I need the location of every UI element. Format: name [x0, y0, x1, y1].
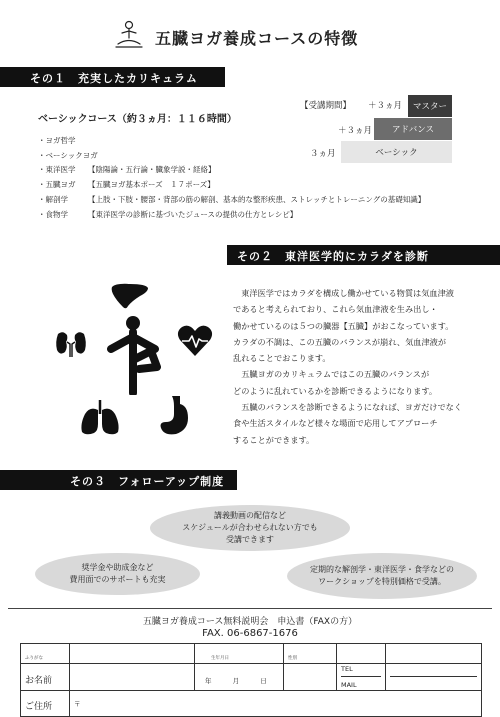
- tel-input-top[interactable]: [386, 644, 482, 664]
- period-tier-master: マスター: [408, 95, 452, 117]
- kidneys-icon: [55, 330, 87, 358]
- tel-label: TEL: [341, 664, 381, 677]
- followup-bubble-scholarship: 奨学金や助成金など 費用面でのサポートも充実: [35, 553, 200, 595]
- body-line: 東洋医学ではカラダを構成し働かせている物質は気血津液: [233, 288, 454, 298]
- section2-heading: その２ 東洋医学的にカラダを診断: [237, 250, 429, 263]
- section3-heading: その３ フォローアップ制度: [70, 475, 225, 488]
- body-line: 五臓ヨガのカリキュラムではこの五臓のバランスが: [233, 369, 430, 380]
- form-divider: [8, 608, 492, 609]
- body-line: 食や生活スタイルなど様々な場面で応用してアプローチ: [233, 418, 438, 429]
- followup-bubble-video: 講義動画の配信など スケジュールが合わせられない方でも 受講できます: [150, 505, 350, 551]
- period-tier-basic: ベーシック: [341, 141, 452, 163]
- gender-label-cell: 性別: [284, 644, 337, 664]
- body-line: カラダの不調は、この五臓のバランスが崩れ、気血津液が: [233, 336, 447, 347]
- birth-label-cell: 生年月日: [195, 644, 284, 664]
- yoga-pose-icon: [103, 315, 163, 395]
- curriculum-item: ・食物学 【東洋医学の診断に基づいたジュースの提供の仕方とレシピ】: [38, 209, 298, 219]
- address-input[interactable]: 〒: [70, 691, 482, 717]
- furigana-input[interactable]: [70, 644, 195, 664]
- period-duration-advance: ＋３ヵ月: [338, 126, 373, 136]
- period-duration-master: ＋３ヵ月: [368, 101, 403, 111]
- address-label: ご住所: [21, 691, 70, 717]
- name-label: お名前: [21, 664, 70, 691]
- period-duration-basic: ３ヵ月: [310, 149, 336, 159]
- section1-heading: その１ 充実したカリキュラム: [30, 72, 198, 85]
- section3-bar: [0, 470, 237, 490]
- birth-input[interactable]: 年 月 日: [195, 664, 284, 691]
- stomach-icon: [158, 396, 190, 436]
- curriculum-item: ・ヨガ哲学: [38, 136, 76, 145]
- section2-bar: [227, 245, 500, 265]
- followup-bubble-workshop: 定期的な解剖学・東洋医学・食学などの ワークショップを特別価格で受講。: [287, 553, 477, 599]
- name-input[interactable]: [70, 664, 195, 691]
- curriculum-item: ・五臓ヨガ 【五臓ヨガ基本ポーズ １７ポーズ】: [38, 180, 215, 190]
- period-tier-advance: アドバンス: [374, 118, 452, 140]
- tel-mail-input[interactable]: [386, 664, 482, 691]
- curriculum-item: ・ベーシックヨガ: [38, 150, 98, 160]
- period-label: 【受講期間】: [300, 101, 352, 111]
- tel-label-cell: [337, 644, 386, 664]
- section2-body: [233, 285, 488, 448]
- mail-label: MAIL: [341, 681, 357, 689]
- liver-icon: [110, 282, 150, 312]
- body-line: どのように乱れているかを診断できるようになります。: [233, 385, 438, 396]
- tel-mail-labels: [337, 664, 386, 691]
- body-line: であると考えられており、これら気血津液を生み出し・: [233, 304, 438, 315]
- meditation-logo-icon: [112, 20, 146, 50]
- application-form: [20, 643, 482, 717]
- gender-input[interactable]: [284, 664, 337, 691]
- page-title: 五臓ヨガ養成コースの特徴: [155, 29, 359, 48]
- body-line: 働かせているのは５つの臓器【五臓】がおこなっています。: [233, 320, 454, 331]
- form-fax: FAX. 06-6867-1676: [202, 628, 298, 639]
- lungs-icon: [80, 400, 120, 436]
- body-line: することができます。: [233, 434, 315, 445]
- section1-bar: [0, 67, 225, 87]
- furigana-label: ふりがな: [21, 644, 70, 664]
- course-title: ベーシックコース（約３ヵ月：１１６時間）: [38, 114, 237, 125]
- body-line: 五臓のバランスを診断できるようになれば、ヨガだけでなく: [233, 402, 463, 413]
- heart-pulse-icon: [177, 325, 213, 357]
- curriculum-item: ・解剖学 【上肢・下肢・腰部・背部の筋の解剖、基本的な整形疾患、ストレッチとトレーニングの基礎知識】: [38, 194, 426, 204]
- curriculum-item: ・東洋医学 【陰陽論・五行論・臓象学説・経絡】: [38, 165, 216, 175]
- form-title: 五臓ヨガ養成コース無料説明会 申込書（FAXの方）: [142, 617, 358, 627]
- body-line: 乱れることでおこります。: [233, 353, 331, 364]
